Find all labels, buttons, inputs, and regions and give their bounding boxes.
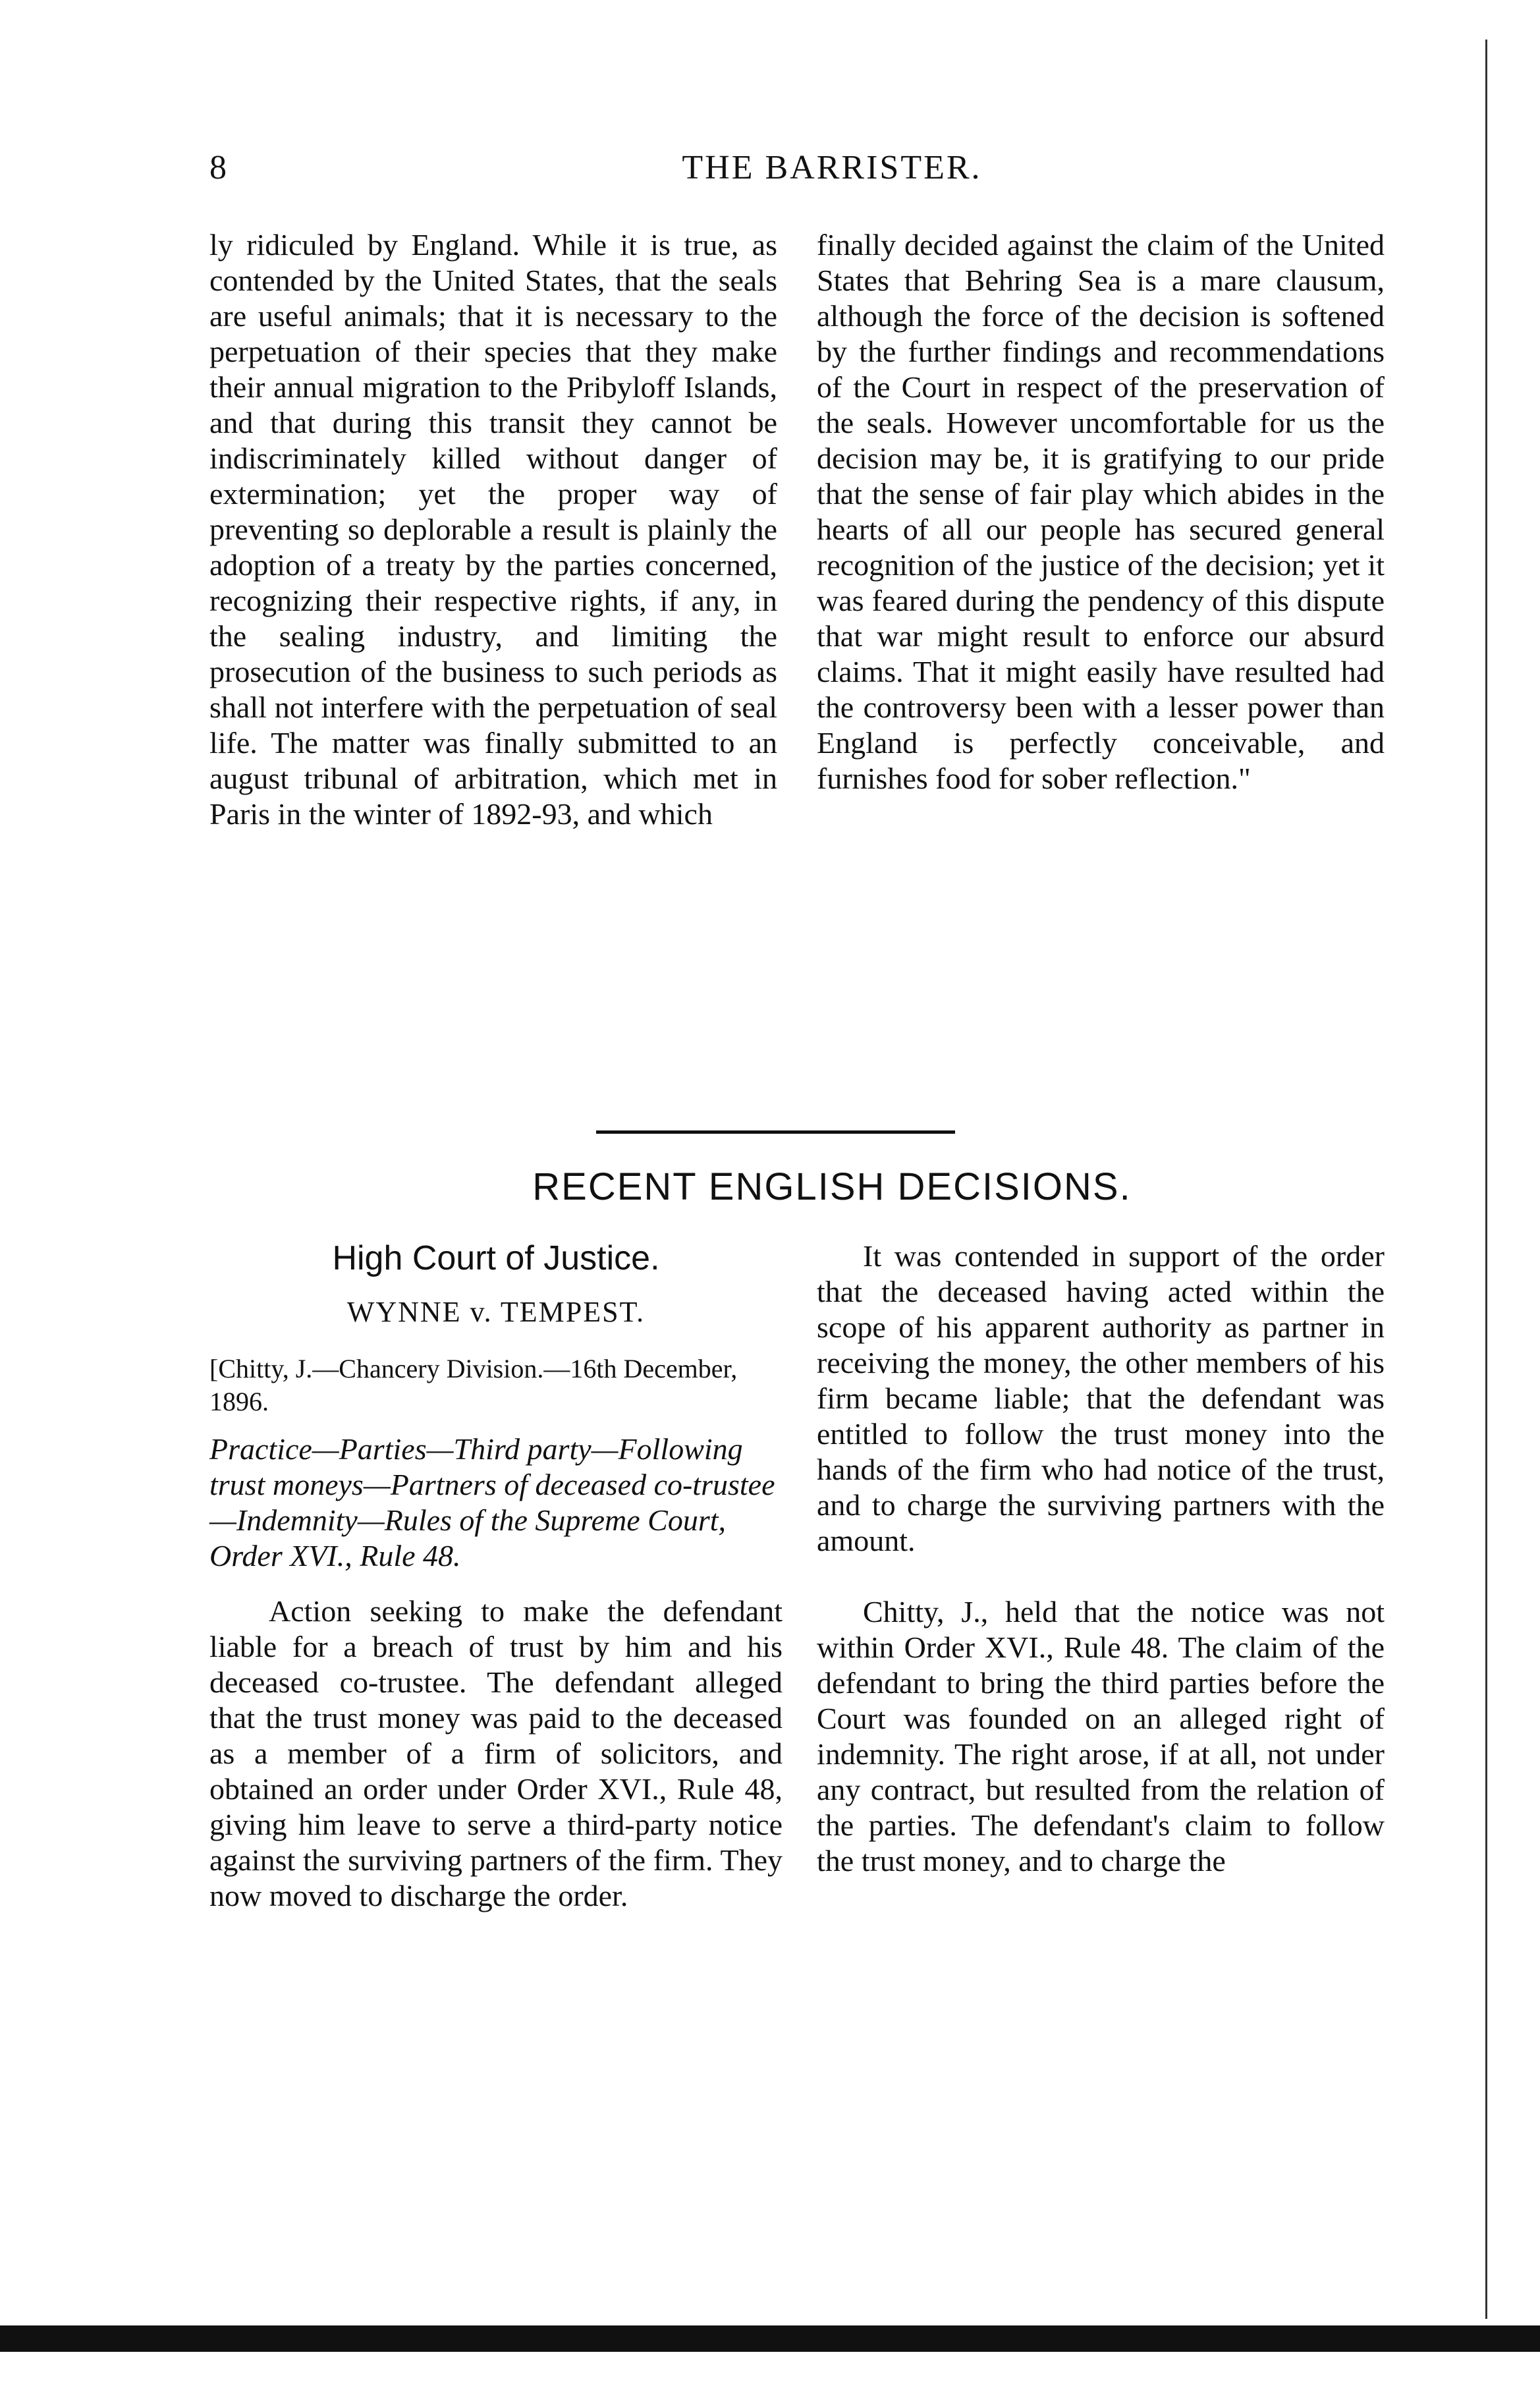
section-divider (596, 1130, 955, 1134)
top-right-column: finally decided against the claim of the United States that Behring Sea is a mare clausum, although the force of the decision is softened by the further findings and recommendations of the Court in respect of the preservation of the seals. However uncomfortable for us the decision may be, it is gratifying to our pride that the sense of fair play which abides in the hearts of all our people has secured general recognition of the justice of the decision; yet it was feared during the pendency of this dispute that war might result to enforce our absurd claims. That it might easily have resulted had the controversy been with a lesser power than England is perfectly conceivable, and furnishes food for sober reflection." (817, 228, 1385, 795)
page-edge-line (1485, 40, 1487, 2319)
running-head (209, 148, 1454, 194)
running-title: THE BARRISTER. (682, 149, 982, 186)
case-citation: [Chitty, J.—Chancery Division.—16th December, 1896. (209, 1354, 738, 1416)
case-headnote: Practice—Parties—Third party—Following trust moneys—Partners of deceased co-trustee—Indemnity—Rules of the Supreme Court, Order XVI., Rule 48. (209, 1432, 775, 1572)
scan-bottom-bar (0, 2325, 1540, 2352)
case-body-right-paragraph-1: It was contended in support of the order that the deceased having acted within the scope of his apparent authority as partner in receiving the money, the other members of his firm became liable; that the defendant was entitled to follow the trust money into the hands of the firm who had notice of the trust, and to charge the surviving partners with the amount. (817, 1239, 1385, 1557)
case-right-column (817, 1238, 1385, 1914)
court-name: High Court of Justice. (332, 1239, 660, 1277)
case-body-right-paragraph-2: Chitty, J., held that the notice was not within Order XVI., Rule 48. The claim of the defendant to bring the third parties before the Court was founded on an alleged right of indemnity. The right arose, if at all, not under any contract, but resulted from the relation of the parties. The defendant's claim to follow the trust money, and to charge the (817, 1595, 1385, 1877)
page-number: 8 (209, 149, 227, 186)
case-body-left: Action seeking to make the defendant liable for a breach of trust by him and his deceased co-trustee. The defendant alleged that the trust money was paid to the deceased as a member of a firm of solicitors, and obtained an order under Order XVI., Rule 48, giving him leave to serve a third-party notice against the surviving partners of the firm. They now moved to discharge the order. (209, 1594, 783, 1912)
section-title: RECENT ENGLISH DECISIONS. (532, 1165, 1132, 1208)
case-left-column (209, 1238, 783, 1914)
top-left-column: ly ridiculed by England. While it is true, as contended by the United States, that the seals are useful animals; that it is necessary to the perpetuation of their species that they make their annual migration to the Pribyloff Islands, and that during this transit they cannot be indiscriminately killed without danger of extermination; yet the proper way of preventing so deplorable a result is plainly the adoption of a treaty by the parties concerned, recognizing their respective rights, if any, in the sealing industry, and limiting the prosecution of the business to such periods as shall not interfere with the perpetuation of seal life. The matter was finally submitted to an august tribunal of arbitration, which met in Paris in the winter of 1892-93, and which (209, 228, 777, 831)
case-name: WYNNE v. TEMPEST. (346, 1296, 646, 1328)
